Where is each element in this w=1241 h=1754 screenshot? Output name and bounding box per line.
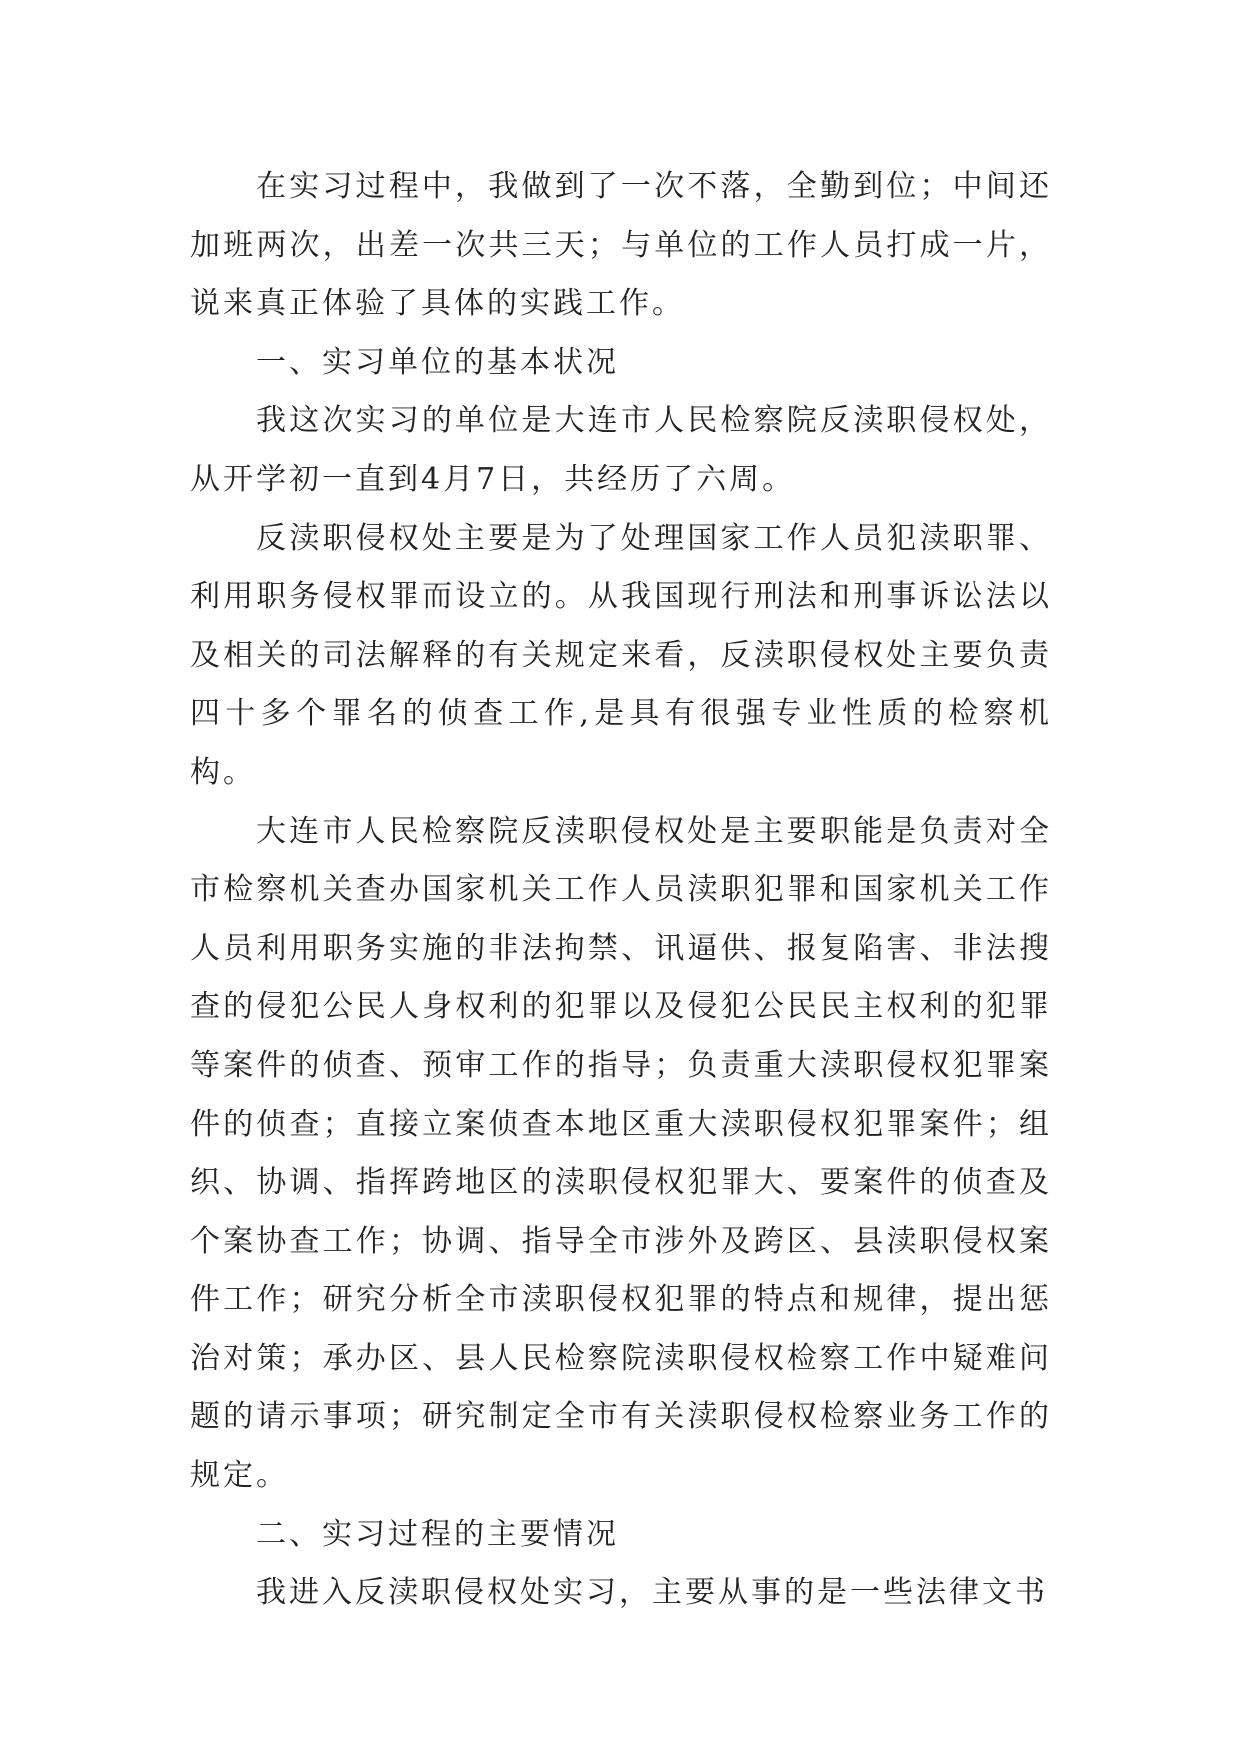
paragraph-department-purpose: 反渎职侵权处主要是为了处理国家工作人员犯渎职罪、利用职务侵权罪而设立的。从我国现行刑法和刑事诉讼法以及相关的司法解释的有关规定来看，反渎职侵权处主要负责四十多个罪名的侦查工作,是具有很强专业性质的检察机构。 bbox=[190, 520, 1052, 790]
paragraph-internship-unit: 我这次实习的单位是大连市人民检察院反渎职侵权处，从开学初一直到4月7日，共经历了六周。 bbox=[190, 403, 1052, 497]
section-heading-internship-process: 二、实习过程的主要情况 bbox=[256, 1516, 619, 1552]
paragraph-attendance: 在实习过程中，我做到了一次不落，全勤到位；中间还加班两次，出差一次共三天；与单位的工作人员打成一片，说来真正体验了具体的实践工作。 bbox=[190, 169, 1052, 322]
section-heading-unit-status: 一、实习单位的基本状况 bbox=[256, 344, 619, 380]
document-body bbox=[190, 158, 1052, 1623]
paragraph-work-description: 我进入反渎职侵权处实习，主要从事的是一些法律文书 bbox=[256, 1575, 1048, 1611]
paragraph-department-functions: 大连市人民检察院反渎职侵权处是主要职能是负责对全市检察机关查办国家机关工作人员渎职犯罪和国家机关工作人员利用职务实施的非法拘禁、讯逼供、报复陷害、非法搜查的侵犯公民人身权利的犯罪以及侵犯公民民主权利的犯罪等案件的侦查、预审工作的指导；负责重大渎职侵权犯罪案件的侦查；直接立案侦查本地区重大渎职侵权犯罪案件；组织、协调、指挥跨地区的渎职侵权犯罪大、要案件的侦查及个案协查工作；协调、指导全市涉外及跨区、县渎职侵权案件工作；研究分析全市渎职侵权犯罪的特点和规律，提出惩治对策；承办区、县人民检察院渎职侵权检察工作中疑难问题的请示事项；研究制定全市有关渎职侵权检察业务工作的规定。 bbox=[190, 813, 1052, 1494]
